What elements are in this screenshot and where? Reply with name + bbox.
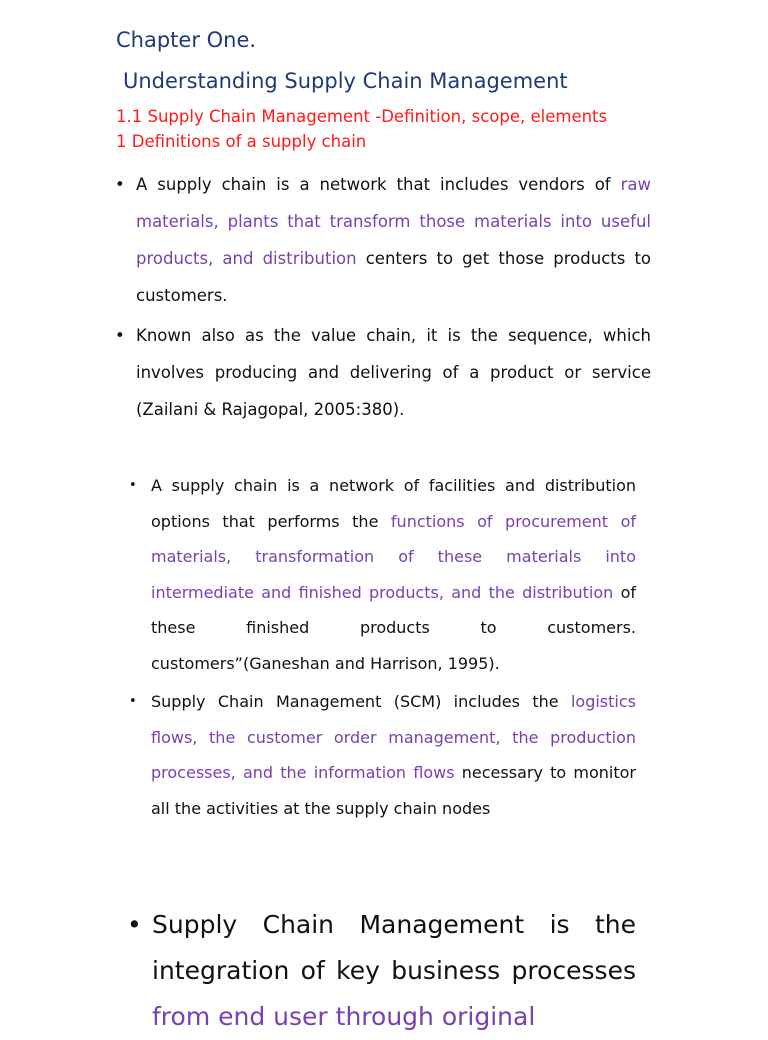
bullet-text: Known also as the value chain, it is the sequence, which involves producing and delivering of a product or service (Zailani & Rajagopal, 2005:380). [136, 326, 651, 419]
bullet-text: Supply Chain Management is the integration of key business processes [152, 910, 636, 985]
bullet-highlight: logistics flows, the customer order management, the production processes, and the information flows [151, 692, 636, 782]
section-heading: 1.1 Supply Chain Management -Definition, scope, elements [116, 107, 608, 126]
bullet-text: centers to get those products to customers. [136, 249, 652, 305]
bullet-highlight: raw materials, plants that transform those materials into useful products, and distribution [136, 175, 651, 268]
bullet-highlight: functions of procurement of materials, transformation of these materials into intermediate and finished products, and the distribution [151, 511, 636, 602]
bullet-text: Supply Chain Management (SCM) includes the [151, 692, 571, 711]
list-item [152, 902, 636, 1040]
chapter-subtitle: Understanding Supply Chain Management [123, 69, 568, 93]
bullet-text: A supply chain is a network of facilities and distribution options that performs the [151, 476, 636, 531]
bullet-text: of these finished products to customers. customers”(Ganeshan and Harrison, 1995). [151, 582, 636, 673]
list-item [136, 166, 651, 314]
definition-list-secondary [151, 468, 636, 826]
list-item [136, 317, 651, 428]
bullet-text: A supply chain is a network that includes vendors of [136, 175, 621, 194]
bullet-highlight: from end user through original [152, 1002, 536, 1031]
list-item [151, 684, 636, 826]
bullet-text: necessary to monitor all the activities at the supply chain nodes [151, 763, 636, 818]
chapter-title: Chapter One. [116, 28, 257, 52]
subsection-heading: 1 Definitions of a supply chain [116, 132, 367, 151]
definition-list-primary [136, 166, 651, 428]
list-item [151, 468, 636, 681]
definition-list-large [152, 902, 636, 1040]
